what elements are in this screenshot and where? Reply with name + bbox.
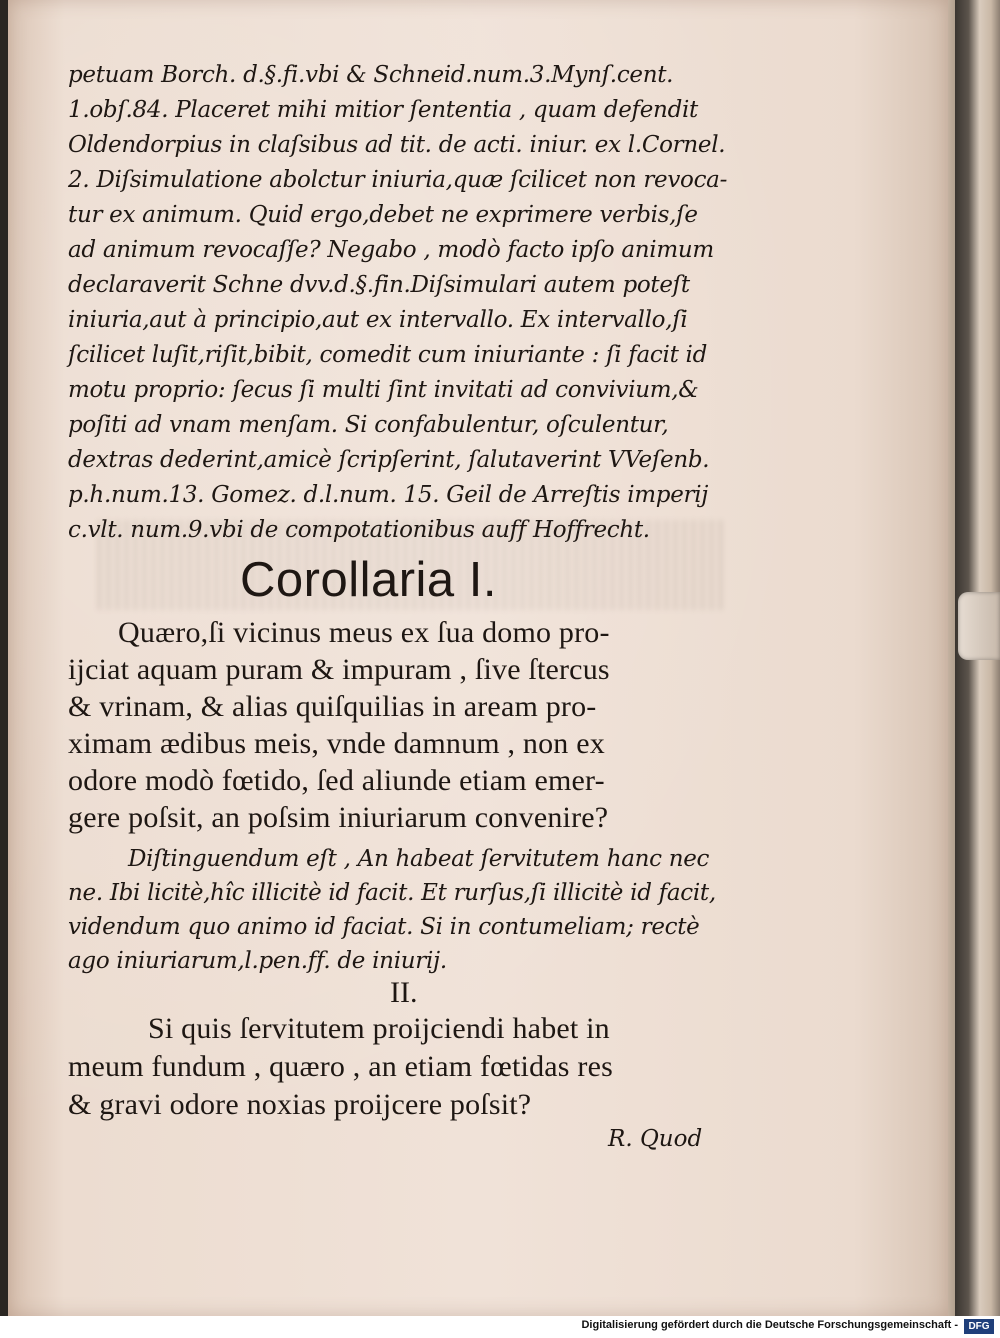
body-line: ad animum revocaſſe? Negabo , modò facto ipſo animum (68, 237, 714, 263)
dfg-logo-icon: DFG (964, 1319, 994, 1334)
digitization-footer (0, 1316, 1000, 1338)
question-line: ximam ædibus meis, vnde damnum , non ex (68, 727, 605, 760)
body-line: Oldendorpius in claſsibus ad tit. de acti. iniur. ex l.Cornel. (68, 132, 726, 158)
body-line: p.h.num.13. Gomez. d.l.num. 15. Geil de Arreſtis imperij (68, 482, 709, 508)
answer-line: videndum quo animo id faciat. Si in contumeliam; rectè (68, 914, 700, 940)
body-line: dextras dederint,amicè ſcripſerint, ſalutaverint VVeſenb. (68, 447, 710, 473)
footer-credit: Digitalisierung gefördert durch die Deutsche Forschungsgemeinschaft - (581, 1319, 958, 1331)
body-line: motu proprio: ſecus ſi multi ſint invitati ad convivium,& (68, 377, 699, 403)
page-tab-marker (958, 592, 1000, 660)
body-line: petuam Borch. d.§.fi.vbi & Schneid.num.3.Mynſ.cent. (68, 62, 674, 88)
body-line: declaraverit Schne dvv.d.§.fin.Diſsimulari autem poteſt (68, 272, 690, 298)
question-line: Si quis ſervitutem proijciendi habet in (148, 1012, 610, 1045)
question-line: Quæro,ſi vicinus meus ex ſua domo pro- (118, 616, 610, 649)
question-line: & gravi odore noxias proijcere poſsit? (68, 1088, 532, 1121)
question-line: ijciat aquam puram & impuram , ſive ſtercus (68, 653, 610, 686)
question-line: & vrinam, & alias quiſquilias in aream pro- (68, 690, 597, 723)
body-line: poſiti ad vnam menſam. Si confabulentur, oſculentur, (68, 412, 669, 438)
body-line: c.vlt. num.9.vbi de compotationibus auff Hoffrecht. (68, 517, 650, 543)
body-line: 2. Diſsimulatione abolctur iniuria,quæ ſcilicet non revoca- (68, 167, 728, 193)
question-line: odore modò fœtido, ſed aliunde etiam emer- (68, 764, 605, 797)
answer-line: ne. Ibi licitè,hîc illicitè id facit. Et rurſus,ſi illicitè id facit, (68, 880, 716, 906)
question-line: meum fundum , quæro , an etiam fœtidas res (68, 1050, 613, 1083)
catchword: R. Quod (608, 1126, 703, 1152)
body-line: tur ex animum. Quid ergo,debet ne exprimere verbis,ſe (68, 202, 698, 228)
body-line: iniuria,aut à principio,aut ex intervallo. Ex intervallo,ſi (68, 307, 688, 333)
paper-page (8, 0, 948, 1316)
body-line: 1.obſ.84. Placeret mihi mitior ſententia , quam defendit (68, 97, 698, 123)
body-line: ſcilicet luſit,riſit,bibit, comedit cum iniuriante : ſi facit id (68, 342, 708, 368)
section-number: II. (390, 976, 418, 1009)
question-line: gere poſsit, an poſsim iniuriarum convenire? (68, 801, 609, 834)
section-heading: Corollaria I. (240, 553, 498, 607)
answer-line: Diſtinguendum eſt , An habeat ſervitutem hanc nec (128, 846, 710, 872)
answer-line: ago iniuriarum,l.pen.ff. de iniurij. (68, 948, 447, 974)
